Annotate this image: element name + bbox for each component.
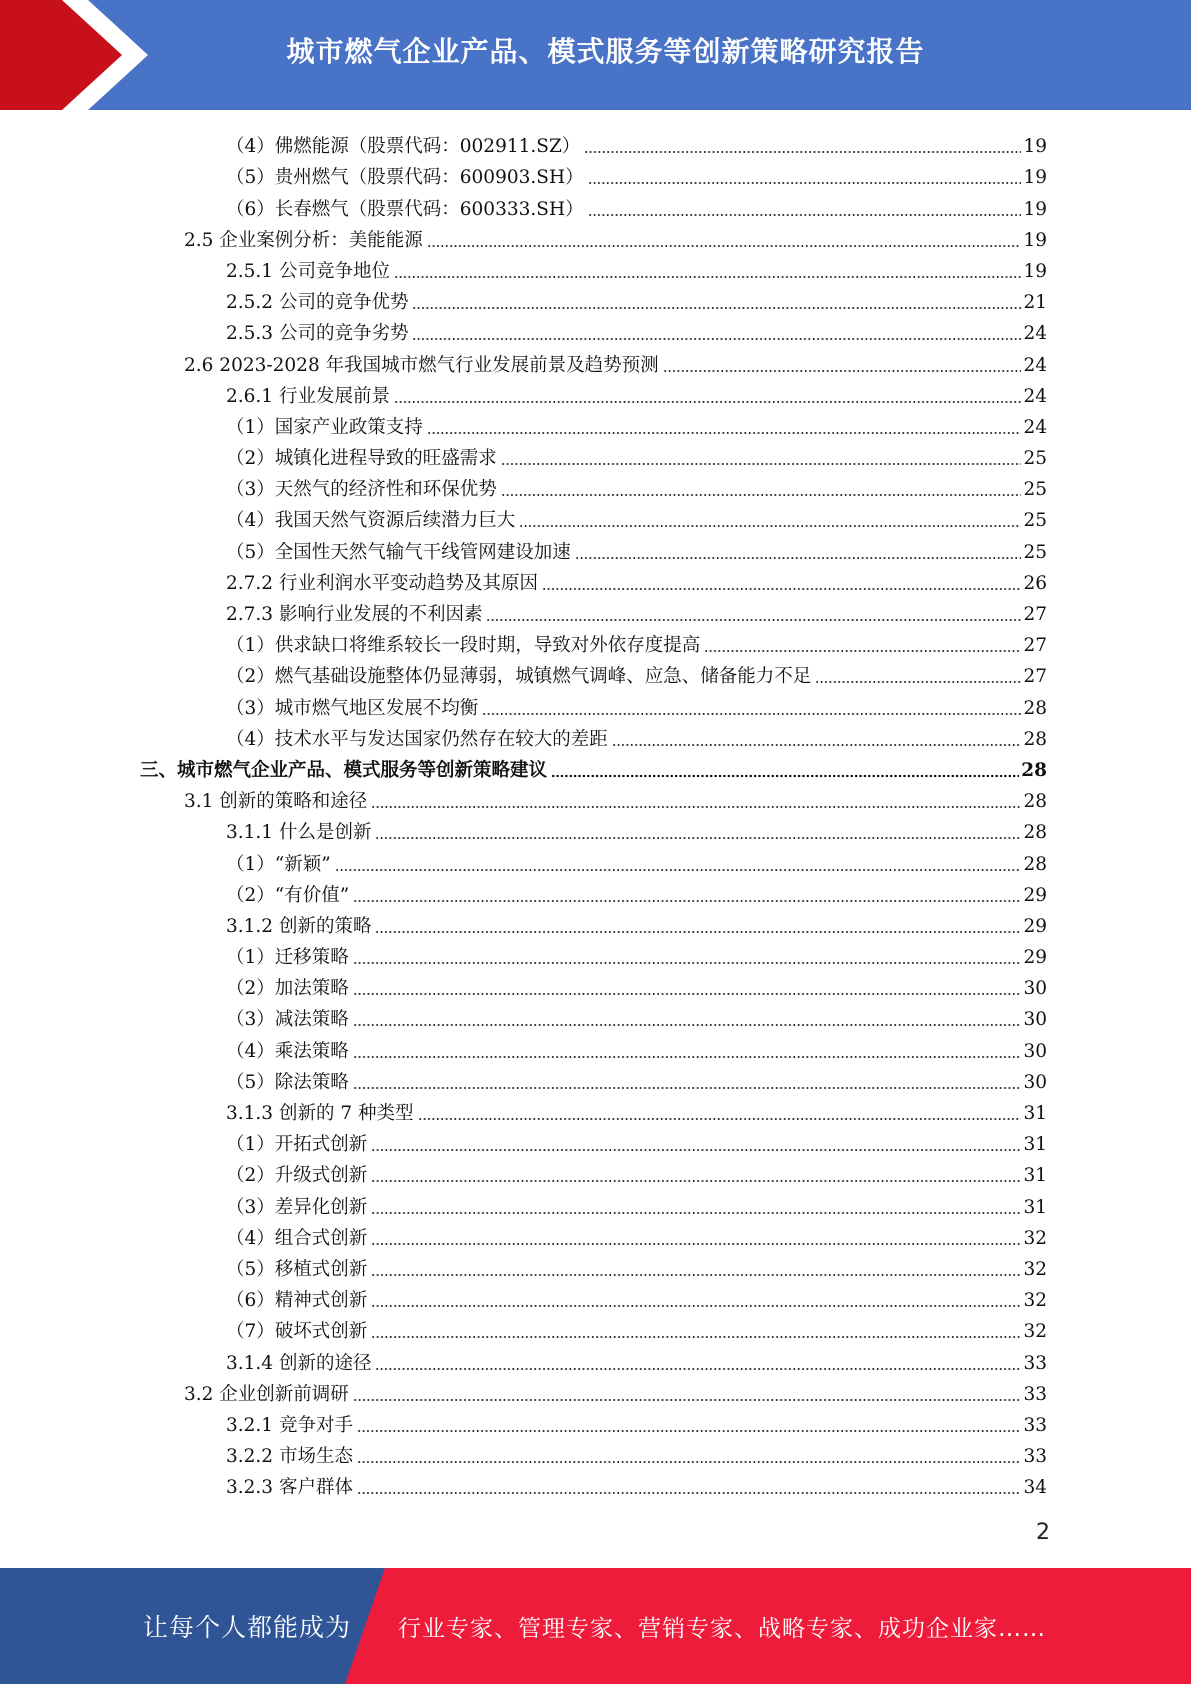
- toc-entry[interactable]: [0, 1437, 1191, 1468]
- toc-dot-leader: [519, 524, 1021, 528]
- toc-entry-page: 24: [1023, 354, 1047, 376]
- toc-entry[interactable]: [0, 283, 1191, 314]
- toc-dot-leader: [412, 306, 1021, 310]
- toc-entry[interactable]: [0, 1063, 1191, 1094]
- toc-entry-page: 30: [1023, 1040, 1047, 1062]
- toc-dot-leader: [371, 1335, 1021, 1339]
- toc-dot-leader: [357, 1460, 1022, 1464]
- toc-entry-page: 32: [1023, 1290, 1047, 1312]
- toc-dot-leader: [551, 774, 1019, 778]
- toc-entry-label: 3.1.1 什么是创新: [226, 822, 372, 844]
- toc-dot-leader: [427, 244, 1022, 248]
- toc-entry-label: （5）贵州燃气（股票代码：600903.SH）: [226, 167, 584, 189]
- toc-entry-label: 3.1.4 创新的途径: [226, 1352, 372, 1374]
- toc-entry[interactable]: [0, 657, 1191, 688]
- toc-entry-label: （3）差异化创新: [226, 1196, 368, 1218]
- toc-dot-leader: [427, 431, 1022, 435]
- toc-entry-label: （2）加法策略: [226, 978, 349, 1000]
- toc-entry-label: 3.1 创新的策略和途径: [184, 791, 368, 813]
- toc-entry-page: 27: [1023, 604, 1047, 625]
- toc-entry[interactable]: [0, 1031, 1191, 1062]
- toc-entry[interactable]: [0, 532, 1191, 563]
- toc-entry-label: （2）燃气基础设施整体仍显薄弱，城镇燃气调峰、应急、储备能力不足: [226, 666, 812, 688]
- toc-entry-page: 31: [1023, 1103, 1047, 1124]
- toc-dot-leader: [375, 930, 1021, 934]
- toc-entry[interactable]: [0, 1187, 1191, 1218]
- toc-entry-page: 19: [1023, 167, 1047, 189]
- toc-entry-page: 21: [1023, 292, 1047, 314]
- toc-entry-page: 33: [1023, 1446, 1047, 1468]
- toc-entry-label: （5）移植式创新: [226, 1258, 368, 1280]
- toc-entry[interactable]: [0, 189, 1191, 220]
- page-number: 2: [1036, 1520, 1050, 1545]
- toc-entry-page: 32: [1023, 1258, 1047, 1280]
- toc-entry-label: 3.1.3 创新的 7 种类型: [226, 1103, 414, 1124]
- toc-entry[interactable]: [0, 377, 1191, 408]
- toc-entry-page: 31: [1023, 1165, 1047, 1187]
- toc-entry-label: （2）城镇化进程导致的旺盛需求: [226, 448, 497, 470]
- toc-dot-leader: [353, 961, 1022, 965]
- toc-entry[interactable]: [0, 439, 1191, 470]
- toc-entry-label: （4）乘法策略: [226, 1040, 349, 1062]
- toc-entry-page: 25: [1023, 479, 1047, 501]
- toc-entry-label: 3.2.1 竞争对手: [226, 1414, 353, 1436]
- toc-entry-label: （1）“新颖”: [226, 853, 331, 875]
- toc-entry[interactable]: [0, 1406, 1191, 1437]
- footer-slogan-left: 让每个人都能成为: [143, 1613, 352, 1642]
- toc-dot-leader: [353, 1086, 1022, 1090]
- toc-entry-page: 32: [1023, 1227, 1047, 1249]
- toc-entry[interactable]: [0, 626, 1191, 657]
- toc-entry-page: 28: [1023, 791, 1047, 813]
- toc-entry[interactable]: [0, 1343, 1191, 1374]
- footer-slogan-right: 行业专家、管理专家、营销专家、战略专家、成功企业家……: [398, 1616, 1046, 1642]
- toc-dot-leader: [335, 868, 1022, 872]
- toc-dot-leader: [501, 462, 1022, 466]
- toc-entry[interactable]: [0, 1375, 1191, 1406]
- toc-entry-label: 3.2 企业创新前调研: [184, 1383, 349, 1405]
- toc-entry-label: 2.5 企业案例分析：美能能源: [184, 229, 423, 251]
- toc-entry[interactable]: [0, 470, 1191, 501]
- toc-dot-leader: [663, 369, 1022, 373]
- toc-entry[interactable]: [0, 595, 1191, 626]
- toc-entry-label: 2.6 2023-2028 年我国城市燃气行业发展前景及趋势预测: [184, 354, 659, 376]
- toc-entry-page: 29: [1023, 947, 1047, 969]
- toc-dot-leader: [371, 1148, 1021, 1152]
- toc-entry-page: 26: [1023, 572, 1047, 594]
- toc-entry-label: 3.2.3 客户群体: [226, 1477, 353, 1499]
- toc-dot-leader: [353, 1055, 1022, 1059]
- document-title: 城市燃气企业产品、模式服务等创新策略研究报告: [286, 35, 925, 68]
- toc-entry-page: 30: [1023, 978, 1047, 1000]
- toc-entry-page: 19: [1023, 260, 1047, 282]
- toc-entry-label: （2）“有价值”: [226, 884, 350, 906]
- toc-entry-page: 33: [1023, 1383, 1047, 1405]
- toc-entry[interactable]: [0, 1000, 1191, 1031]
- toc-entry-page: 25: [1023, 510, 1047, 532]
- toc-entry-label: （6）长春燃气（股票代码：600333.SH）: [226, 198, 584, 220]
- toc-dot-leader: [815, 680, 1021, 684]
- toc-entry-label: （3）天然气的经济性和环保优势: [226, 479, 497, 501]
- toc-dot-leader: [588, 181, 1022, 185]
- toc-entry-page: 30: [1023, 1071, 1047, 1093]
- toc-dot-leader: [357, 1429, 1022, 1433]
- toc-entry-page: 19: [1023, 198, 1047, 220]
- toc-entry-label: （5）全国性天然气输气干线管网建设加速: [226, 541, 571, 563]
- toc-dot-leader: [353, 899, 1021, 903]
- toc-entry-page: 29: [1023, 884, 1047, 906]
- toc-entry-page: 24: [1023, 416, 1047, 438]
- toc-dot-leader: [353, 1398, 1022, 1402]
- toc-entry[interactable]: [0, 813, 1191, 844]
- toc-dot-leader: [371, 1273, 1021, 1277]
- toc-entry[interactable]: [0, 688, 1191, 719]
- toc-dot-leader: [482, 712, 1021, 716]
- toc-dot-leader: [353, 1023, 1022, 1027]
- toc-entry[interactable]: [0, 221, 1191, 252]
- toc-entry[interactable]: [0, 501, 1191, 532]
- toc-dot-leader: [588, 213, 1022, 217]
- toc-entry[interactable]: [0, 1281, 1191, 1312]
- toc-entry-label: （4）组合式创新: [226, 1227, 368, 1249]
- toc-entry-label: （4）我国天然气资源后续潜力巨大: [226, 510, 516, 532]
- toc-entry-label: （1）开拓式创新: [226, 1134, 368, 1156]
- toc-entry-label: （3）城市燃气地区发展不均衡: [226, 697, 479, 719]
- toc-entry[interactable]: [0, 345, 1191, 376]
- toc-dot-leader: [371, 1242, 1021, 1246]
- toc-entry-label: （7）破坏式创新: [226, 1321, 368, 1343]
- toc-entry-page: 32: [1023, 1321, 1047, 1343]
- toc-entry-page: 19: [1023, 136, 1047, 158]
- toc-entry[interactable]: [0, 1312, 1191, 1343]
- toc-dot-leader: [704, 649, 1021, 653]
- toc-entry-page: 28: [1023, 822, 1047, 844]
- toc-entry-label: （5）除法策略: [226, 1071, 349, 1093]
- toc-entry[interactable]: [0, 408, 1191, 439]
- toc-entry-page: 19: [1023, 229, 1047, 251]
- toc-entry-page: 28: [1021, 759, 1047, 781]
- toc-dot-leader: [375, 836, 1021, 840]
- toc-dot-leader: [394, 275, 1021, 279]
- toc-entry-label: （4）佛燃能源（股票代码：002911.SZ）: [226, 136, 581, 158]
- toc-entry[interactable]: [0, 127, 1191, 158]
- toc-dot-leader: [371, 1211, 1021, 1215]
- toc-entry[interactable]: [0, 314, 1191, 345]
- toc-entry[interactable]: [0, 1156, 1191, 1187]
- toc-entry-label: （2）升级式创新: [226, 1165, 368, 1187]
- toc-entry-page: 30: [1023, 1009, 1047, 1031]
- toc-dot-leader: [575, 556, 1022, 560]
- toc-entry[interactable]: [0, 751, 1191, 782]
- toc-dot-leader: [371, 1179, 1021, 1183]
- toc-entry[interactable]: [0, 1125, 1191, 1156]
- toc-dot-leader: [418, 1117, 1022, 1121]
- toc-entry-label: 2.5.3 公司的竞争劣势: [226, 323, 409, 345]
- toc-dot-leader: [412, 337, 1021, 341]
- toc-entry-label: （4）技术水平与发达国家仍然存在较大的差距: [226, 728, 608, 750]
- toc-entry-page: 28: [1023, 697, 1047, 719]
- toc-entry-page: 34: [1023, 1477, 1047, 1499]
- toc-dot-leader: [357, 1491, 1022, 1495]
- toc-entry-label: 3.2.2 市场生态: [226, 1446, 353, 1468]
- toc-entry-label: （1）供求缺口将维系较长一段时期，导致对外依存度提高: [226, 635, 701, 657]
- toc-dot-leader: [371, 805, 1021, 809]
- toc-entry-page: 27: [1023, 635, 1047, 657]
- toc-entry-label: 三、城市燃气企业产品、模式服务等创新策略建议: [140, 759, 548, 781]
- toc-entry[interactable]: [0, 1250, 1191, 1281]
- toc-entry-page: 33: [1023, 1414, 1047, 1436]
- toc-dot-leader: [486, 618, 1021, 622]
- toc-entry-page: 29: [1023, 915, 1047, 937]
- toc-entry-page: 24: [1023, 323, 1047, 345]
- toc-entry-label: 2.5.1 公司竞争地位: [226, 260, 390, 282]
- toc-entry-page: 33: [1023, 1352, 1047, 1374]
- footer-banner: [0, 1568, 1191, 1684]
- toc-entry-page: 31: [1023, 1134, 1047, 1156]
- toc-entry-page: 27: [1023, 666, 1047, 688]
- toc-entry-page: 28: [1023, 728, 1047, 750]
- toc-entry[interactable]: [0, 969, 1191, 1000]
- toc-entry[interactable]: [0, 844, 1191, 875]
- toc-entry-label: （1）国家产业政策支持: [226, 416, 423, 438]
- header-banner: [0, 0, 1191, 110]
- toc-entry[interactable]: [0, 1094, 1191, 1125]
- toc-entry-page: 25: [1023, 541, 1047, 563]
- toc-entry-label: 2.6.1 行业发展前景: [226, 385, 390, 407]
- toc-entry-label: （3）减法策略: [226, 1009, 349, 1031]
- toc-entry[interactable]: [0, 876, 1191, 907]
- toc-entry[interactable]: [0, 252, 1191, 283]
- toc-entry-label: 3.1.2 创新的策略: [226, 915, 372, 937]
- toc-entry-page: 31: [1023, 1196, 1047, 1218]
- toc-entry[interactable]: [0, 158, 1191, 189]
- toc-entry[interactable]: [0, 782, 1191, 813]
- toc-entry-label: 2.7.3 影响行业发展的不利因素: [226, 604, 483, 625]
- toc-dot-leader: [584, 150, 1021, 154]
- toc-entry[interactable]: [0, 1468, 1191, 1499]
- toc-dot-leader: [371, 1304, 1021, 1308]
- toc-dot-leader: [353, 992, 1022, 996]
- toc-dot-leader: [394, 400, 1021, 404]
- table-of-contents: [0, 127, 1191, 1499]
- toc-entry[interactable]: [0, 564, 1191, 595]
- toc-dot-leader: [542, 587, 1021, 591]
- toc-entry[interactable]: [0, 938, 1191, 969]
- toc-entry-page: 25: [1023, 448, 1047, 470]
- toc-dot-leader: [501, 493, 1022, 497]
- toc-entry-page: 28: [1023, 853, 1047, 875]
- toc-dot-leader: [612, 743, 1022, 747]
- toc-entry[interactable]: [0, 1219, 1191, 1250]
- toc-dot-leader: [375, 1367, 1021, 1371]
- toc-entry[interactable]: [0, 720, 1191, 751]
- toc-entry-label: 2.5.2 公司的竞争优势: [226, 292, 409, 314]
- toc-entry-label: 2.7.2 行业利润水平变动趋势及其原因: [226, 572, 538, 594]
- toc-entry[interactable]: [0, 907, 1191, 938]
- toc-entry-page: 24: [1023, 385, 1047, 407]
- toc-entry-label: （6）精神式创新: [226, 1290, 368, 1312]
- toc-entry-label: （1）迁移策略: [226, 947, 349, 969]
